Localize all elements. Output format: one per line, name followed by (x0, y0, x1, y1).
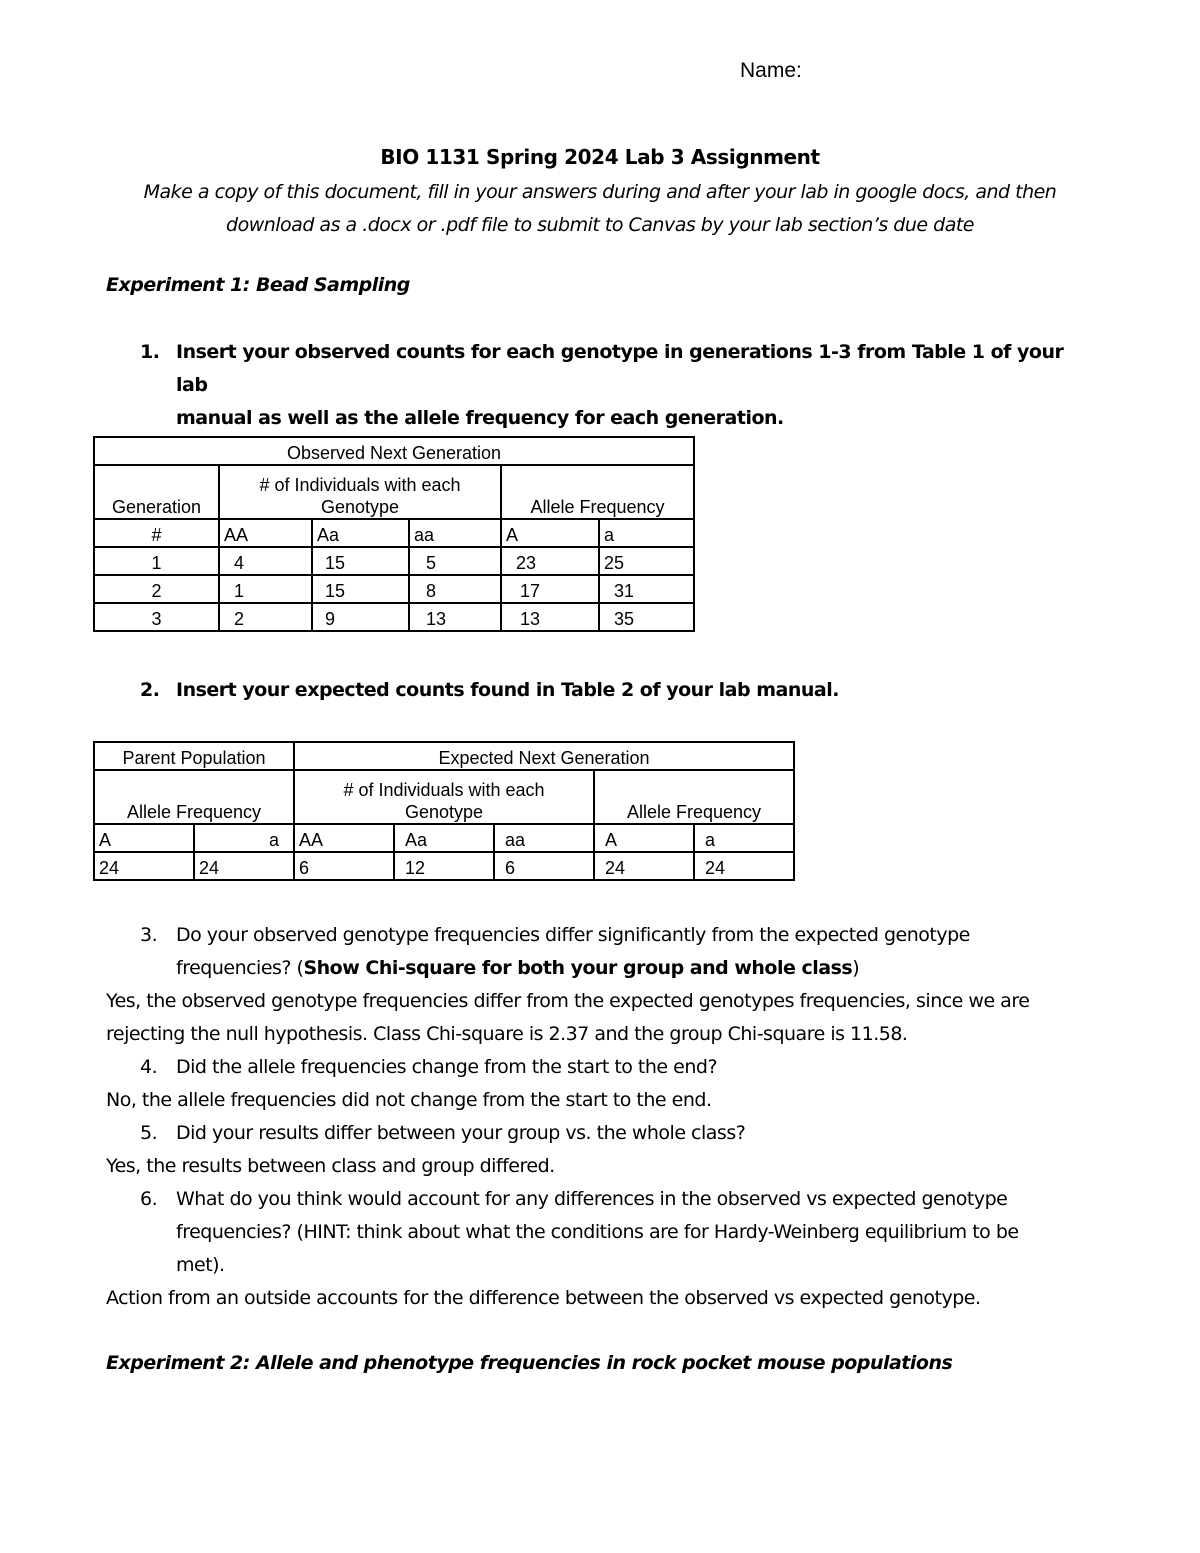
table-cell: 15 (312, 575, 409, 603)
table-cell: 6 (494, 852, 594, 880)
table-cell: 9 (312, 603, 409, 631)
table-cell: 13 (501, 603, 599, 631)
answer-4: No, the allele frequencies did not change from the start to the end. (106, 1089, 712, 1111)
parent-allele-frequency-header: Allele Frequency (94, 770, 294, 824)
question-4-text: Did the allele frequencies change from the start to the end? (176, 1056, 718, 1078)
table-cell: Aa (394, 824, 494, 852)
table-cell: a (694, 824, 794, 852)
experiment-1-heading: Experiment 1: Bead Sampling (106, 274, 410, 296)
allele-frequency-header: Allele Frequency (501, 465, 694, 519)
page-title: BIO 1131 Spring 2024 Lab 3 Assignment (380, 145, 820, 169)
answer-6: Action from an outside accounts for the difference between the observed vs expected genotype. (106, 1287, 981, 1309)
question-1-line-1: Insert your observed counts for each genotype in generations 1-3 from Table 1 of your lab (176, 341, 1064, 396)
individuals-header (219, 465, 501, 519)
table-cell: 8 (409, 575, 501, 603)
table-cell: a (194, 824, 294, 852)
generation-header: Generation (94, 465, 219, 519)
individuals-header (294, 770, 594, 824)
question-3-line-2-suffix: ) (852, 957, 860, 979)
question-2-text: Insert your expected counts found in Table 2 of your lab manual. (176, 679, 839, 701)
table-cell: A (94, 824, 194, 852)
question-6-line-3: met). (176, 1254, 225, 1276)
question-6-line-1: What do you think would account for any differences in the observed vs expected genotype (176, 1188, 1008, 1210)
table-cell: A (501, 519, 599, 547)
table-cell: 15 (312, 547, 409, 575)
question-1-text (176, 336, 1086, 435)
table-1-subheader-row (94, 519, 694, 547)
table-cell: 1 (219, 575, 312, 603)
table-2-subheader-row (94, 824, 794, 852)
table-cell: 5 (409, 547, 501, 575)
question-3-text (176, 919, 1086, 985)
parent-population-header: Parent Population (94, 742, 294, 770)
table-cell: # (94, 519, 219, 547)
allele-frequency-header: Allele Frequency (594, 770, 794, 824)
table-cell: 24 (594, 852, 694, 880)
question-5-number: 5. (140, 1122, 158, 1144)
table-cell: 23 (501, 547, 599, 575)
table-cell: a (599, 519, 694, 547)
question-5 (0, 1117, 1200, 1152)
table-cell: 24 (694, 852, 794, 880)
answer-3 (106, 985, 1096, 1051)
question-3-line-2-prefix: frequencies? ( (176, 957, 304, 979)
table-cell: 24 (94, 852, 194, 880)
table-row (94, 547, 694, 575)
individuals-header-line-2: Genotype (320, 497, 400, 517)
table-row (94, 852, 794, 880)
question-6 (0, 1183, 1200, 1283)
table-cell: 24 (194, 852, 294, 880)
question-2 (0, 674, 1200, 709)
question-3-line-1: Do your observed genotype frequencies differ significantly from the expected genotype (176, 924, 970, 946)
table-cell: 12 (394, 852, 494, 880)
table-cell: aa (494, 824, 594, 852)
observed-generation-table (93, 436, 695, 632)
table-cell: AA (219, 519, 312, 547)
question-3 (0, 919, 1200, 989)
table-cell: Aa (312, 519, 409, 547)
table-cell: 3 (94, 603, 219, 631)
question-1 (0, 336, 1200, 429)
table-cell: AA (294, 824, 394, 852)
table-1-title: Observed Next Generation (94, 437, 694, 465)
question-3-line-2 (176, 952, 1086, 985)
table-row (94, 575, 694, 603)
table-cell: 31 (599, 575, 694, 603)
table-cell: 25 (599, 547, 694, 575)
question-1-number: 1. (140, 341, 160, 363)
instructions-line-2: download as a .docx or .pdf file to submit to Canvas by your lab section’s due date (226, 214, 974, 236)
individuals-header-line-2: Genotype (404, 802, 484, 822)
name-label: Name: (740, 59, 802, 82)
answer-3-line-2: rejecting the null hypothesis. Class Chi-square is 2.37 and the group Chi-square is 11.58. (106, 1023, 908, 1045)
table-cell: 6 (294, 852, 394, 880)
table-cell: 2 (219, 603, 312, 631)
individuals-header-line-1: # of Individuals with each (259, 475, 461, 495)
question-3-number: 3. (140, 924, 158, 946)
table-cell: 2 (94, 575, 219, 603)
question-6-number: 6. (140, 1188, 158, 1210)
table-cell: 17 (501, 575, 599, 603)
expected-generation-table (93, 741, 795, 881)
table-cell: A (594, 824, 694, 852)
table-cell: 13 (409, 603, 501, 631)
question-6-text (176, 1183, 1086, 1282)
table-cell: 4 (219, 547, 312, 575)
question-3-line-2-bold: Show Chi-square for both your group and whole class (303, 957, 853, 979)
instructions-line-1: Make a copy of this document, fill in your answers during and after your lab in google docs, and then (143, 181, 1057, 203)
table-cell: 35 (599, 603, 694, 631)
expected-next-generation-header: Expected Next Generation (294, 742, 794, 770)
question-4 (0, 1051, 1200, 1086)
table-row (94, 603, 694, 631)
answer-3-line-1: Yes, the observed genotype frequencies differ from the expected genotypes frequencies, since we are (106, 990, 1030, 1012)
experiment-2-heading: Experiment 2: Allele and phenotype frequencies in rock pocket mouse populations (106, 1352, 953, 1374)
individuals-header-line-1: # of Individuals with each (343, 780, 545, 800)
question-1-line-2: manual as well as the allele frequency for each generation. (176, 407, 784, 429)
question-5-text: Did your results differ between your group vs. the whole class? (176, 1122, 746, 1144)
question-2-number: 2. (140, 679, 160, 701)
question-6-line-2: frequencies? (HINT: think about what the conditions are for Hardy-Weinberg equilibrium to be (176, 1221, 1019, 1243)
table-cell: aa (409, 519, 501, 547)
instructions (100, 176, 1100, 242)
table-cell: 1 (94, 547, 219, 575)
question-4-number: 4. (140, 1056, 158, 1078)
answer-5: Yes, the results between class and group differed. (106, 1155, 555, 1177)
